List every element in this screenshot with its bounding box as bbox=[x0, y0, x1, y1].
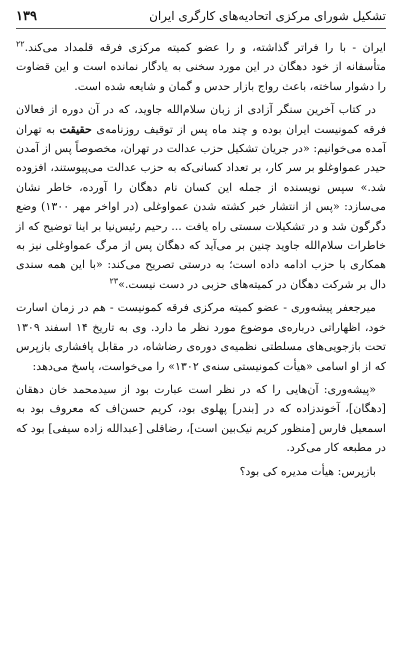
page-number: ۱۳۹ bbox=[16, 9, 37, 24]
footnote-marker[interactable]: ۲۳ bbox=[109, 276, 119, 286]
newspaper-name: حقیقت bbox=[59, 122, 92, 136]
paragraph-2 bbox=[16, 100, 386, 294]
paragraph-1-text: ایران - با را فراتر گذاشته، و را عضو کمیته مرکزی فرقه قلمداد می‌کند. bbox=[24, 41, 386, 54]
running-title: تشکیل شورای مرکزی اتحادیه‌های کارگری ایران bbox=[149, 9, 386, 23]
paragraph-2-text-cont: به تهران آمده می‌خوانیم: «در جریان تشکیل حزب عدالت در تهران، مخصوصاً پس از آمدن حیدر عمواوغلو بر سر کار، بر تعداد کسانی‌که به حزب عدالت می‌پیوستند، افزوده شد.» سپس نویسنده از جمله این کسان نام دهگان را آورده، خاطر نشان می‌سازد: «پس از انتشار خبر کشته شدن عمواوغلی (در اواخر مهر ۱۳۰۰) وضع دگرگون شد و در تشکیلات سستی راه یافت ... رحیم رئیس‌نیا بر اینا توضیح که از خاطرات سلام‌الله جاوید چنین بر می‌آید که دهگان پس از مرگ عمواوغلی نیز به همکاری با حزب ادامه داده است؛ به درستی تصریح می‌کند: «با این همه سندی دال بر شرکت دهگان در کمیته‌های حزبی در دست نیست.» bbox=[16, 122, 386, 291]
quote-paragraph bbox=[16, 380, 386, 458]
paragraph-1-text-cont: متأسفانه از خود دهگان در این مورد سخنی به یادگار نمانده است و این قضاوت را دشوار ساخته، باعث رواج بازار حدس و گمان و شایعه شده است. bbox=[16, 60, 386, 93]
paragraph-3-text: میرجعفر پیشه‌وری - عضو کمیته مرکزی فرقه کمونیست - هم در زمان اسارت خود، اظهاراتی درباره‌ی موضوع مورد نظر ما دارد. وی به تاریخ ۱۴ اسفند ۱۳۰۹ تحت بازجویی‌های مسلطتی نظمیه‌ی دوره‌ی رضاشاه، در مقابل پافشاری بازپرس که از او اسامی «هیأت کمونیستی سنه‌ی ۱۳۰۲» را می‌خواست، پاسخ می‌دهد: bbox=[16, 301, 386, 373]
quote-text-2: بازپرس: هیأت مدیره کی بود؟ bbox=[239, 464, 376, 478]
page-header bbox=[16, 8, 386, 29]
quote-paragraph-2 bbox=[16, 462, 386, 481]
paragraph-1 bbox=[16, 38, 386, 96]
body-text bbox=[16, 38, 386, 481]
footnote-marker[interactable]: ۲۲ bbox=[16, 39, 25, 49]
paragraph-2-text: در کتاب آخرین سنگر آزادی از زبان سلام‌الله جاوید، که در آن دوره از فعالان فرقه کمونیست ایران بوده و چند ماه پس از توقیف روزنامه‌ی bbox=[16, 103, 387, 136]
paragraph-3 bbox=[16, 298, 386, 376]
quote-text: «پیشه‌وری: آن‌هایی را که در نظر است عبارت بود از سیدمحمد خان دهقان [دهگان]، آخوندزاده که در [بندر] پهلوی بود، کریم حسن‌اف که معروف بود به اسمعیل فارس [منظور کریم نیک‌بین است]، رضاقلی [عبدالله زاده سیفی] بود که در مطبعه کار می‌کرد. bbox=[16, 382, 386, 455]
